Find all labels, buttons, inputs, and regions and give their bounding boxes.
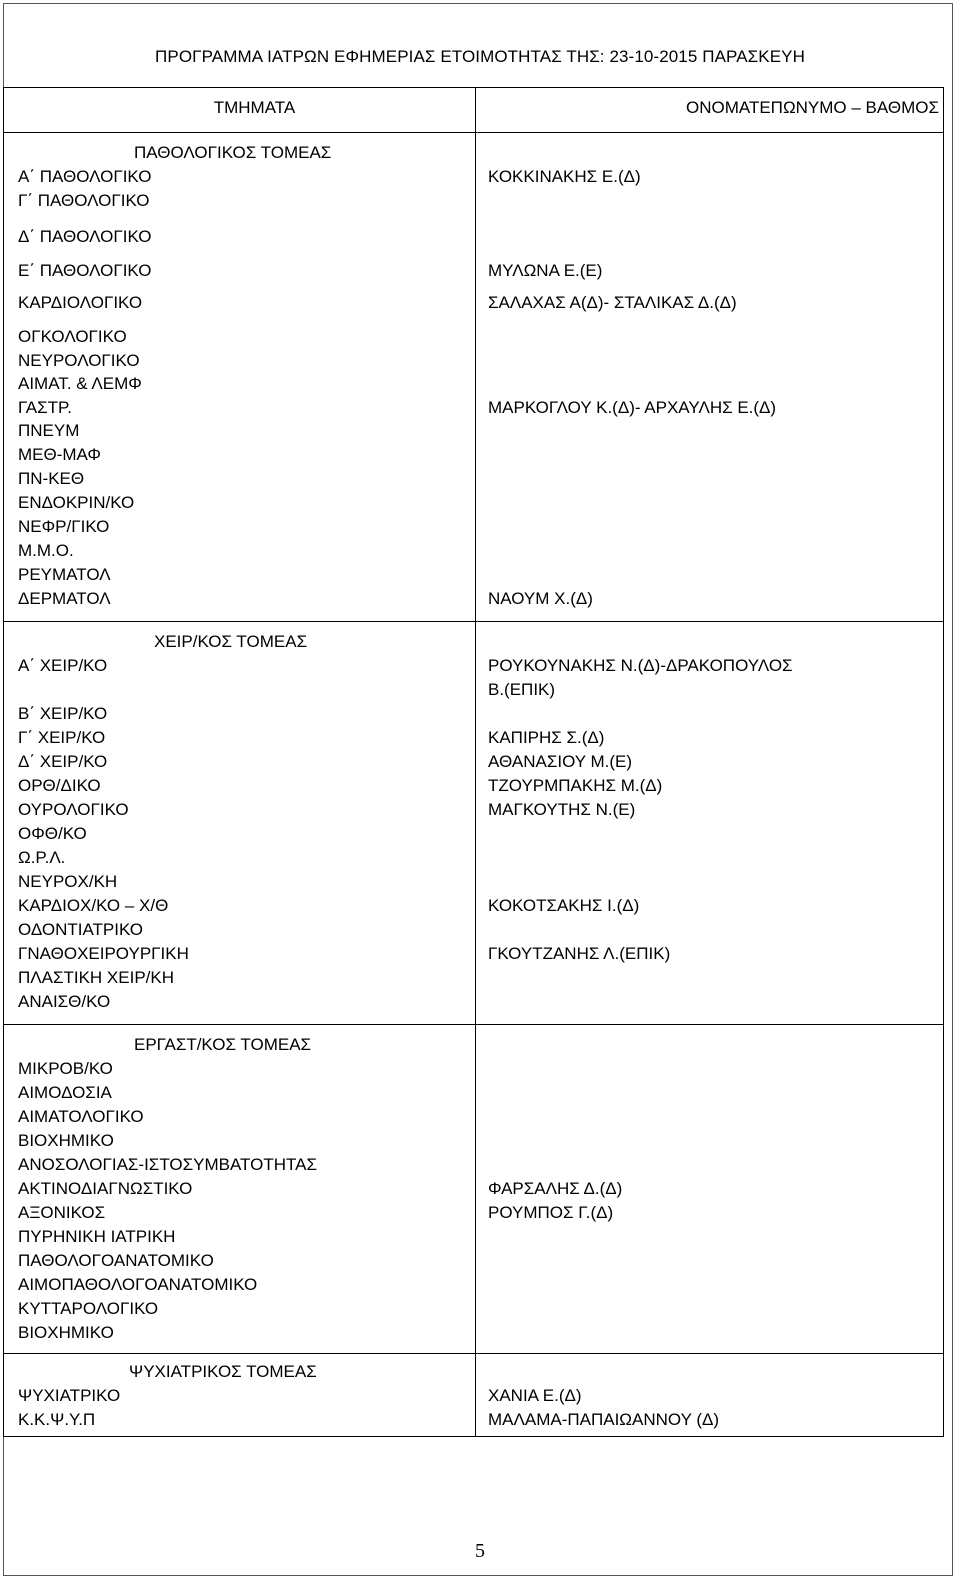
department-name: ΟΦΘ/ΚΟ [18,824,87,843]
section-row [4,133,944,622]
doctor-name: ΣΑΛΑΧΑΣ Α(Δ)- ΣΤΑΛΙΚΑΣ Δ.(Δ) [488,293,737,312]
section-doctors-cell [476,1025,944,1354]
doctor-name [476,491,943,515]
schedule-table [3,87,944,1437]
doctor-name: ΚΑΠΙΡΗΣ Σ.(Δ) [488,728,605,747]
section-heading: ΨΥΧΙΑΤΡΙΚΟΣ ΤΟΜΕΑΣ [129,1362,317,1381]
doctor-name [476,870,943,894]
department-name: ΒΙΟΧΗΜΙΚΟ [18,1131,114,1150]
doctor-name [476,1273,943,1297]
department-name: ΑΙΜΑΤ. & ΛΕΜΦ [18,374,142,393]
section-heading: ΕΡΓΑΣΤ/ΚΟΣ ΤΟΜΕΑΣ [134,1035,312,1054]
section-departments-cell [4,1025,476,1354]
section-departments-cell [4,1354,476,1437]
department-name: Γ΄ ΠΑΘΟΛΟΓΙΚΟ [18,191,150,210]
departments-header-cell [4,88,476,133]
doctor-name [476,539,943,563]
doctor-name [476,225,943,259]
department-name: ΚΥΤΤΑΡΟΛΟΓΙΚΟ [18,1299,159,1318]
department-name: Α΄ ΧΕΙΡ/ΚΟ [18,656,108,675]
department-name: ΑΚΤΙΝΟΔΙΑΓΝΩΣΤΙΚΟ [18,1179,193,1198]
doctor-name: ΦΑΡΣΑΛΗΣ Δ.(Δ) [488,1179,623,1198]
department-name: ΓΑΣΤΡ. [18,398,72,417]
department-name: ΠΑΘΟΛΟΓΟΑΝΑΤΟΜΙΚΟ [18,1251,214,1270]
doctor-name [476,467,943,491]
department-name: ΑΝΟΣΟΛΟΓΙΑΣ-ΙΣΤΟΣΥΜΒΑΤΟΤΗΤΑΣ [18,1155,317,1174]
department-name: ΝΕΦΡ/ΓΙΚΟ [18,517,110,536]
department-name: Μ.Μ.Ο. [18,541,74,560]
doctor-name: ΜΑΓΚΟΥΤΗΣ Ν.(Ε) [488,800,636,819]
department-name: ΑΙΜΟΔΟΣΙΑ [18,1083,112,1102]
doctor-name: ΡΟΥΜΠΟΣ Γ.(Δ) [488,1203,614,1222]
department-name: Α΄ ΠΑΘΟΛΟΓΙΚΟ [18,167,152,186]
page-title: ΠΡΟΓΡΑΜΜΑ ΙΑΤΡΩΝ ΕΦΗΜΕΡΙΑΣ ΕΤΟΙΜΟΤΗΤΑΣ ΤΗΣ: 23-10-2015 ΠΑΡΑΣΚΕΥΗ [155,47,805,66]
department-name: Β΄ ΧΕΙΡ/ΚΟ [18,704,108,723]
department-name [4,678,475,702]
department-name: ΟΔΟΝΤΙΑΤΡΙΚΟ [18,920,144,939]
department-name: ΝΕΥΡΟΧ/ΚΗ [18,872,118,891]
doctor-name [476,846,943,870]
section-row [4,1025,944,1354]
section-heading: ΧΕΙΡ/ΚΟΣ ΤΟΜΕΑΣ [154,632,308,651]
doctor-name: ΚΟΚΟΤΣΑΚΗΣ Ι.(Δ) [488,896,640,915]
doctor-name: ΡΟΥΚΟΥΝΑΚΗΣ Ν.(Δ)-ΔΡΑΚΟΠΟΥΛΟΣ [488,656,793,675]
doctor-name [476,1249,943,1273]
department-name: ΜΙΚΡΟΒ/ΚΟ [18,1059,113,1078]
department-name: ΑΞΟΝΙΚΟΣ [18,1203,106,1222]
department-name: ΚΑΡΔΙΟΛΟΓΙΚΟ [18,293,143,312]
department-name: ΑΙΜΑΤΟΛΟΓΙΚΟ [18,1107,144,1126]
section-departments-cell [4,622,476,1025]
section-heading: ΠΑΘΟΛΟΓΙΚΟΣ ΤΟΜΕΑΣ [134,143,332,162]
doctor-name [476,349,943,372]
doctor-name: ΜΥΛΩΝΑ Ε.(Ε) [488,261,603,280]
department-name: ΠΥΡΗΝΙΚΗ ΙΑΤΡΙΚΗ [18,1227,176,1246]
doctors-header-cell [476,88,944,133]
department-name: ΔΕΡΜΑΤΟΛ [18,589,111,608]
doctor-name: ΜΑΡΚΟΓΛΟΥ Κ.(Δ)- ΑΡΧΑΥΛΗΣ Ε.(Δ) [488,398,777,417]
doctor-name [476,1057,943,1081]
doctor-name [476,372,943,396]
header-row [4,88,944,133]
doctor-name [476,1153,943,1177]
department-name: ΒΙΟΧΗΜΙΚΟ [18,1323,114,1342]
department-name: Ω.Ρ.Λ. [18,848,66,867]
doctor-name: ΜΑΛΑΜΑ-ΠΑΠΑΙΩΑΝΝΟΥ (Δ) [488,1410,720,1429]
department-name: Δ΄ ΧΕΙΡ/ΚΟ [18,752,108,771]
doctor-name [476,1297,943,1321]
section-row [4,1354,944,1437]
department-name: ΝΕΥΡΟΛΟΓΙΚΟ [18,351,140,370]
doctor-name: ΝΑΟΥΜ Χ.(Δ) [488,589,593,608]
doctor-name: ΧΑΝΙΑ Ε.(Δ) [488,1386,582,1405]
section-doctors-cell [476,622,944,1025]
section-doctors-cell [476,1354,944,1437]
doctor-name [476,1129,943,1153]
doctor-name: ΤΖΟΥΡΜΠΑΚΗΣ Μ.(Δ) [488,776,663,795]
department-name: ΓΝΑΘΟΧΕΙΡΟΥΡΓΙΚΗ [18,944,189,963]
doctor-name [476,563,943,587]
doctor-name [476,1321,943,1349]
department-name: Γ΄ ΧΕΙΡ/ΚΟ [18,728,106,747]
section-doctors-cell [476,133,944,622]
doctor-name: Β.(ΕΠΙΚ) [488,680,556,699]
doctor-name [476,443,943,467]
department-name: ΡΕΥΜΑΤΟΛ [18,565,111,584]
departments-header: ΤΜΗΜΑΤΑ [213,98,296,117]
doctor-name [476,1105,943,1129]
doctor-name [476,189,943,225]
department-name: ΠΝ-ΚΕΘ [18,469,85,488]
department-name: Ε΄ ΠΑΘΟΛΟΓΙΚΟ [18,261,152,280]
department-name: Κ.Κ.Ψ.Υ.Π [18,1410,96,1429]
doctor-name [476,419,943,443]
doctor-name [476,702,943,726]
department-name: ΚΑΡΔΙΟΧ/ΚΟ – Χ/Θ [18,896,169,915]
doctor-name [476,822,943,846]
department-name: ΠΝΕΥΜ [18,421,80,440]
section-row [4,622,944,1025]
doctor-name [476,515,943,539]
doctor-name: ΚΟΚΚΙΝΑΚΗΣ Ε.(Δ) [488,167,641,186]
department-name: ΕΝΔΟΚΡΙΝ/ΚΟ [18,493,135,512]
department-name: ΟΥΡΟΛΟΓΙΚΟ [18,800,129,819]
department-name: ΑΝΑΙΣΘ/ΚΟ [18,992,111,1011]
section-departments-cell [4,133,476,622]
department-name: ΜΕΘ-ΜΑΦ [18,445,101,464]
department-name: Δ΄ ΠΑΘΟΛΟΓΙΚΟ [18,227,152,246]
doctor-name [476,325,943,349]
department-name: ΠΛΑΣΤΙΚΗ ΧΕΙΡ/ΚΗ [18,968,175,987]
doctor-name: ΑΘΑΝΑΣΙΟΥ Μ.(Ε) [488,752,633,771]
department-name: ΟΓΚΟΛΟΓΙΚΟ [18,327,127,346]
department-name: ΨΥΧΙΑΤΡΙΚΟ [18,1386,121,1405]
doctor-name [476,1081,943,1105]
doctor-name: ΓΚΟΥΤΖΑΝΗΣ Λ.(ΕΠΙΚ) [488,944,671,963]
doctor-name [476,918,943,942]
doctor-name [476,990,943,1020]
department-name: ΟΡΘ/ΔΙΚΟ [18,776,101,795]
doctor-name [476,966,943,990]
doctors-header: ΟΝΟΜΑΤΕΠΩΝΥΜΟ – ΒΑΘΜΟΣ [685,98,939,117]
doctor-name [476,1225,943,1249]
department-name: ΑΙΜΟΠΑΘΟΛΟΓΟΑΝΑΤΟΜΙΚΟ [18,1275,258,1294]
page-number: 5 [475,1540,485,1562]
